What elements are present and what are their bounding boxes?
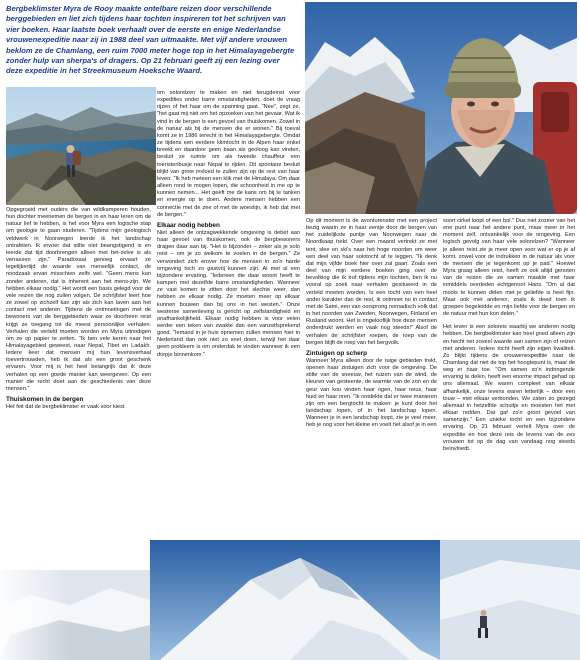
col2-paragraph-2: Niet alleen de ontzagwekkende omgeving is debet aan haar gevoel van thuiskomen, ook de bergbewoners dragen daar aan bij. "Het is bijzonder – zeker als je solo reist – om je zo welkom te voelen in de bergen." Ze verwondert zich erover hoe de mensen in zo'n harde omgeving toch zo gastvrij kunnen zijn. Al met al een bijzondere ervaring. "Iedereen die daar woont heeft te kampen met dezelfde barre omstandigheden. Wanneer ze vast komen te zitten door het slechte weer, dan hebben ze elkaar nodig. Ze moeten meer op elkaar kunnen bouwen dan bij ons in het westen." Onze westerse samenleving is gericht op zelfstandigheid en onafhankelijkheid. Elkaar nodig hebben is voor velen eerder een teken van zwakte dan een vanzelfsprekend goed. "Iemand in je huis opnemen zullen mensen hier in Nederland dan ook niet zo snel doen, terwijl het daar geen probleem is om onderdak te vinden wanneer ik een dorpje binnenkom." — [157, 229, 300, 358]
col4-paragraph-1: soort cirkel loopt of een bol." Dus niet zozeer van het ene punt naar het andere punt, maar meer in het moment zelf, ontvankelijk voor de omgeving. Een logisch gevolg van haar vele solorelzen? "Wanneer je alleen reist zie je meer open voor wat er op je af komt, zowel voor de indrukken in de natuur als voor de mensen die je tegenkomt op je pad." Hoewel Myra graag alleen reist, heeft ze ook altijd genoten van de reizen die ze samen maakte met haar inmiddels overleden echtgenoot Hans. "Om al dat moois te kunnen delen met je geliefde is heel fijn. Maar ook met anderen, zoals ik deed toen ik groepen begeleidde en mijn liefde voor de bergen en de natuur met hun kon delen." — [443, 218, 575, 318]
subheading-thuiskomen: Thuiskomen in de bergen — [6, 396, 84, 404]
photo-climber-fjord — [6, 87, 156, 205]
article-column-2 — [157, 90, 300, 535]
subheading-zintuigen: Zintuigen op scherp — [306, 349, 368, 357]
col2-paragraph-1: om solorelzen te maken en niet terugdeinst voor expedities onder barre omstandigheden, doet de vraag rijzen of het haar om de spanning gaat. "Nee", zegt ze, "het gaat mij niet om het opzoeken van het gevaar. Wat ik vind in de bergen is een gevoel van thuiskomen. Zowel in de natuur als bij de mensen die er wonen." Bij toeval komt ze in 1986 terecht in het Himalayagebergte. Omdat ze tijdens een eerdere klimtocht in de Alpen haar enkel breekt en daardoor geen baan als geoloog kan vinden, besluit ze ruimte om als tweede chauffeur een toeristenbusje naar Nepal te rijden. Dit spontane besluit blijkt van grote invloed te zullen zijn op de rest van haar leven. "Ik heb meteen een klik met de Himalaya. Om daar alleen rond te mogen lopen, die schoonheid in me op te kunnen nemen... Het geeft me de kans om bij te tanken en energie op te doen. Andere mensen hebben een connectie met de zee of met de woestijn, ik heb dat met de bergen." — [157, 90, 300, 218]
photo-bottom-strip — [0, 540, 580, 660]
photo-portrait-myra — [305, 2, 577, 214]
subheading-elkaar-nodig: Elkaar nodig hebben — [157, 221, 220, 229]
article-column-1 — [6, 207, 151, 535]
col3-paragraph-2: Wanneer Myra alleen door de ruige gebieden trekt, openen haar zintuigen zich voor de omgeving. De stilte van de sneeuw, het ruizen van de wind, de kleuren van gesteente, de warmte van de zon en de geur van kou vinden haar ogen, haar neus, haar huid en haar oren. "Ik ontdekte dat er twee manieren zijn om een bergtocht te maken: je kunt door het landschap lopen, of in het landschap lopen. Wanneer je in een landschap loopt, zie je veel meer, heb je oog voor het kleine en voelt het alsof je in een — [306, 357, 437, 429]
article-column-3 — [306, 218, 437, 536]
article-column-4 — [443, 218, 575, 573]
col4-paragraph-2: Het leven is een soloreis waarbij we anderen nodig hebben. De bergbeklimster kan heel goed alleen zijn en hecht net zoveel waarde aan samen zijn of reizen met anderen. Iedere tocht heeft zijn eigen kwaliteit. Zo blijkt tijdens de vrouwenexpeditie naar de Chamlang dat niet de top het hoogtepunt is, maar de weg er naar toe. "Om samen zo'n indringende ervaring te delen, heeft een enorme impact gehad op ons allemaal. We waren compleet van elkaar afhankelijk, onze levens waren letterlijk – door een touw – met elkaar verbonden. We zaten zo gezegd allemaal in hetzelfde schuitje en moesten het met elkaar redden. Dat gaf zo'n groot gevoel van samenzijn." Een unieke tocht en een bijzondere ervaring. Op 21 februari vertelt Myra over de expeditie en hoe deze reis de levens van de zes vrouwen tot op de dag van vandaag nog steeds beïnvloedt. — [443, 324, 575, 452]
col3-paragraph-1: Op dit moment is de avonturenster met een project bezig waarin ze in haar eentje door de bergen van het zuidelijkste puntje van Noorwegen naar de Noordkaap trekt. Over een maand vertrekt ze met tent, slee en ski's naar het hoge noorden om weer een deel van haar solotocht af te leggen. "Ik denk dat mijn vijfde boek hier over zal gaan. Zoals een deel van mijn eerdere boeken ging over de bevolking die ik trof tijdens mijn tochten, ben ik nu vooral op zoek naar verhalen gesitueerd in de verteld moeten worden. Is een tocht van een heel ander karakter dan de rest, ik ontmoet nu in contact met de Sami, een van oorsprong nomadisch volk dat in het noorden van Zweden, Noorwegen, Finland en Rusland woont. Het is ongelooflijk hoe deze mensen onderdrukt werden en vaak nog steeds!" Alsof de verhalen de schrijfster roepen, de roep van de bergen blijft de roep van het bergvolk. — [306, 218, 437, 346]
intro-text: Bergbeklimster Myra de Rooy maakte ontelbare reizen door verschillende berggebieden en liet zich tijdens haar tochten inspireren tot het schrijven van vier boeken. Haar laatste boek verhaalt over de eerste en enige Nederlandse vrouwenexpeditie naar zij in 1988 deel van uitmaakte. Met vijf andere vrouwen beklom ze de Chamlang, een ruim 7000 meter hoge top in het Himalayagebergte zonder hulp van sherpa's of dragers. Op 21 februari geeft zij een lezing over deze expeditie in het Streekmuseum Hoeksche Waard. — [6, 4, 295, 76]
col1-paragraph-2: Het feit dat de bergbeklimster er vaak voor kiest — [6, 404, 125, 411]
col1-paragraph-1: Opgegroeid met ouders die van wildkamperen houden, hun dochter meenemen de bergen in en haar leren om de natuur lief te hebben, is het voor Myra een logische stap om geologie te gaan studeren. "Tijdens mijn geologisch veldwerk in Noorwegen leerde ik het landschap ontrafelen. Ik ervoer dat stilte niet beangstigend is en leerde dat tijd doorbrengen alleen met het-zelve is als verrassen zijn." Paradoxaal genoeg ervaart ze tegelijkertijd de waarde van menselijk contact, de noodzaak ervan misschien zelfs wel. "Geen mens kan zonder anderen, dat is inherent aan het mens-zijn. We hebben elkaar nodig." Het wordt een basis gelegd voor de vele reizen die nog zullen volgen. De schrijfster leert hoe ze zowel op zichzelf kan zijn als zich kan laven aan het contact met anderen. Tijdens de ontmoetingen met de bewoners van de berggebieden waar ze doorheen reist krijgt ze toegang tot de meest persoonlijke verhalen. Verhalen die verteld moeten worden en Myra uitnodigen om ze op papier te zetten. "Ik ben vele keren naar het Himalayagebied geweest, naar Nepal, Tibet en Ladakh. Iedere keer dat mensen mij hun levensverhaal toevertrouwden, heb ik dat als een groot geschenk ervaren. Voor mij is het heel belangrijk dat ik deze verhalen op een goede manier kan weergeven. Op een manier die recht doet aan de geschiedenis van deze mensen." — [6, 207, 151, 392]
